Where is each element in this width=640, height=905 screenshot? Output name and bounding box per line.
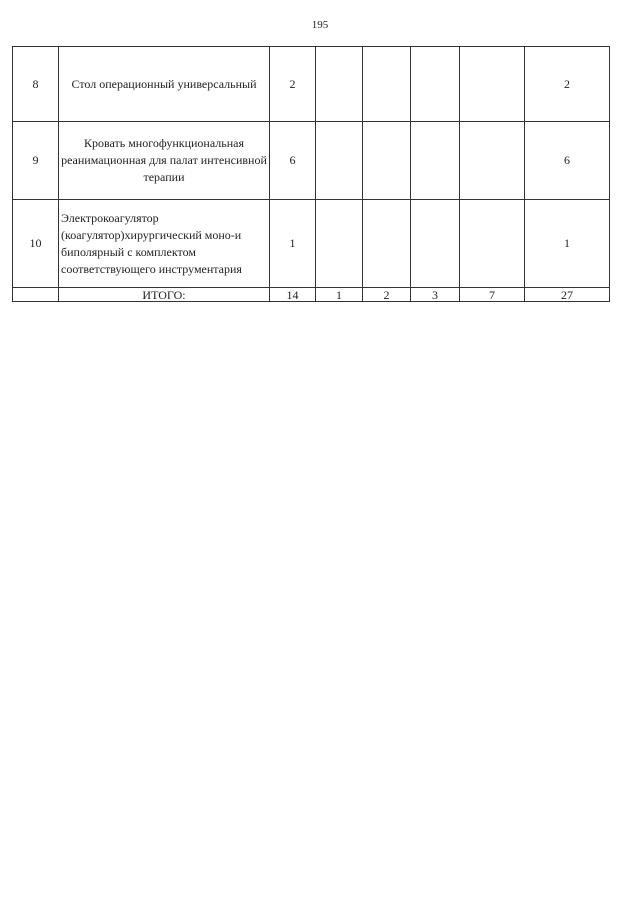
totals-cell: 7	[460, 288, 525, 302]
row-total-cell: 6	[525, 122, 610, 200]
equipment-table	[12, 46, 610, 302]
row-number-cell: 8	[13, 47, 59, 122]
quantity-cell	[460, 200, 525, 288]
quantity-cell	[411, 200, 460, 288]
page-number: 195	[311, 19, 329, 31]
totals-empty-cell	[13, 288, 59, 302]
quantity-cell	[363, 200, 411, 288]
grand-total-cell: 27	[525, 288, 610, 302]
quantity-cell	[316, 47, 363, 122]
row-number-cell: 10	[13, 200, 59, 288]
quantity-cell	[411, 47, 460, 122]
quantity-cell	[460, 122, 525, 200]
table-row	[13, 47, 610, 122]
item-name-cell: Электрокоагулятор (коагулятор)хирургический моно-и биполярный с комплектом соответствующего инструментария	[59, 200, 270, 288]
item-name-cell: Стол операционный универсальный	[59, 47, 270, 122]
row-total-cell: 1	[525, 200, 610, 288]
quantity-cell: 2	[270, 47, 316, 122]
item-name-cell: Кровать многофункциональная реанимационная для палат интенсивной терапии	[59, 122, 270, 200]
quantity-cell	[316, 200, 363, 288]
row-number-cell: 9	[13, 122, 59, 200]
quantity-cell	[460, 47, 525, 122]
row-total-cell: 2	[525, 47, 610, 122]
table-row	[13, 200, 610, 288]
totals-row	[13, 288, 610, 302]
quantity-cell	[363, 122, 411, 200]
totals-cell: 2	[363, 288, 411, 302]
quantity-cell: 6	[270, 122, 316, 200]
table-row	[13, 122, 610, 200]
quantity-cell	[316, 122, 363, 200]
quantity-cell	[411, 122, 460, 200]
quantity-cell: 1	[270, 200, 316, 288]
totals-cell: 1	[316, 288, 363, 302]
totals-cell: 14	[270, 288, 316, 302]
quantity-cell	[363, 47, 411, 122]
totals-cell: 3	[411, 288, 460, 302]
totals-label: ИТОГО:	[59, 288, 270, 302]
